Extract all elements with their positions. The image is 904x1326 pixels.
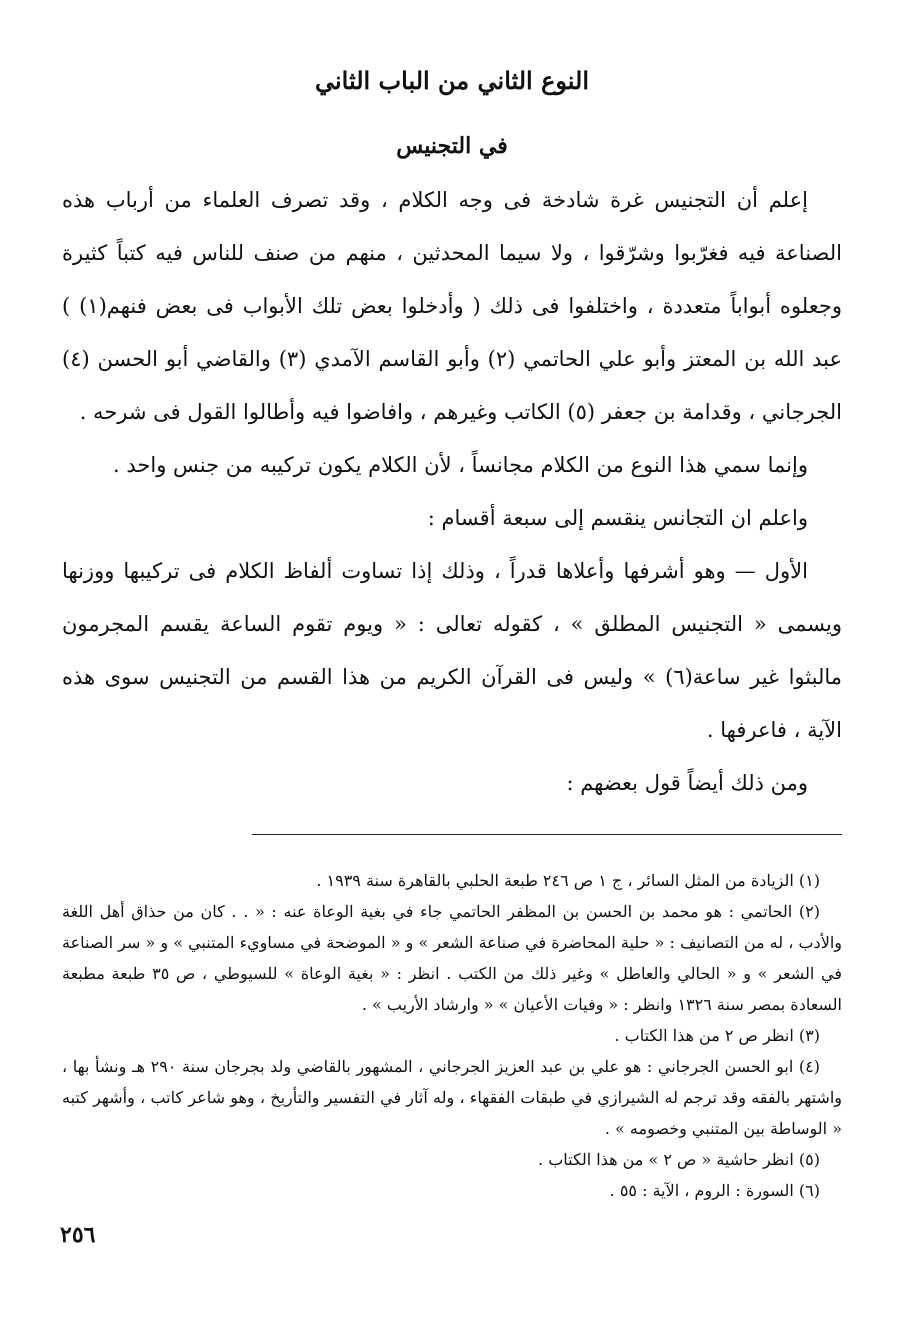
footnote: (٦) السورة : الروم ، الآية : ٥٥ .	[609, 1181, 820, 1200]
paragraph: إعلم أن التجنيس غرة شادخة فى وجه الكلام ، وقد تصرف العلماء من أرباب هذه الصناعة فيه فغرّبوا وشرّقوا ، ولا سيما المحدثين ، منهم من صنف للناس فيه كتباً كثيرة وجعلوه أبواباً متعددة ، واختلفوا فى ذلك ( وأدخلوا بعض تلك الأبواب فى بعض فنهم(١) ) عبد الله بن المعتز وأبو علي الحاتمي (٢) وأبو القاسم الآمدي (٣) والقاضي أبو الحسن (٤) الجرجاني ، وقدامة بن جعفر (٥) الكاتب وغيرهم ، وافاضوا فيه وأطالوا القول فى شرحه .	[62, 188, 843, 424]
paragraph: ومن ذلك أيضاً قول بعضهم :	[566, 771, 808, 795]
page-title: النوع الثاني من الباب الثاني	[314, 66, 590, 95]
page-number: ٢٥٦	[60, 1222, 96, 1248]
footnote: (٣) انظر ص ٢ من هذا الكتاب .	[614, 1026, 820, 1045]
main-text	[62, 174, 842, 810]
section-subtitle: في التجنيس	[396, 133, 508, 159]
footnote-divider	[252, 834, 842, 835]
paragraph: الأول — وهو أشرفها وأعلاها قدراً ، وذلك إذا تساوت ألفاظ الكلام فى تركيبها ووزنها ويسمى « التجنيس المطلق » ، كقوله تعالى : « ويوم تقوم الساعة يقسم المجرمون مالبثوا غير ساعة(٦) » وليس فى القرآن الكريم من هذا القسم من التجنيس سوى هذه الآية ، فاعرفها .	[62, 559, 842, 742]
footnote: (٢) الحاتمي : هو محمد بن الحسن بن المظفر الحاتمي جاء في بغية الوعاة عنه : « . . كان من حذاق أهل اللغة والأدب ، له من التصانيف : « حلية المحاضرة في صناعة الشعر » و « الموضحة في مساويء المتنبي » و « سر الصناعة في الشعر » و « الحالي والعاطل » وغير ذلك من الكتب . انظر : « بغية الوعاة » للسيوطي ، ص ٣٥ طبعة مطبعة السعادة بمصر سنة ١٣٢٦ وانظر : « وفيات الأعيان » « وارشاد الأريب » .	[62, 902, 842, 1014]
paragraph: واعلم ان التجانس ينقسم إلى سبعة أقسام :	[427, 506, 808, 530]
footnote: (٤) ابو الحسن الجرجاني : هو علي بن عبد العزيز الجرجاني ، المشهور بالقاضي ولد بجرجان سنة ٢٩٠ هـ ونشأ بها ، واشتهر بالفقه وقد ترجم له الشيرازي في طبقات الفقهاء ، وله آثار في التفسير والتأريخ ، وهو شاعر كاتب ، وأشهر كتبه « الوساطة بين المتنبي وخصومه » .	[62, 1057, 842, 1138]
book-page	[62, 58, 842, 1298]
paragraph: وإنما سمي هذا النوع من الكلام مجانساً ، لأن الكلام يكون تركيبه من جنس واحد .	[113, 453, 808, 477]
footnote: (٥) انظر حاشية « ص ٢ » من هذا الكتاب .	[538, 1150, 820, 1169]
footnotes	[62, 865, 842, 1206]
footnote: (١) الزيادة من المثل السائر ، ج ١ ص ٢٤٦ طبعة الحلبي بالقاهرة سنة ١٩٣٩ .	[316, 871, 820, 890]
